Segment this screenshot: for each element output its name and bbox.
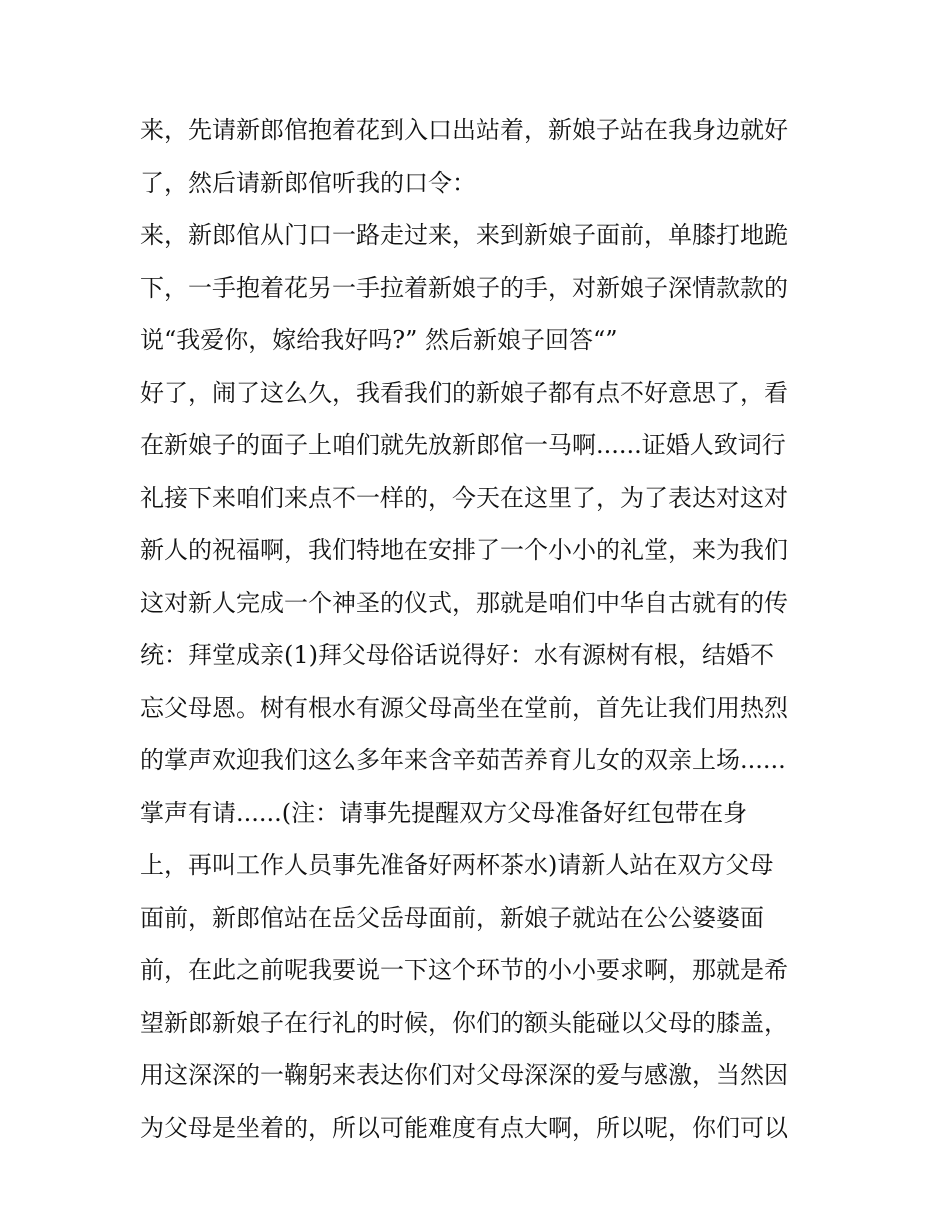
text-line-8: 礼接下来咱们来点不一样的，今天在这里了，为了表达对这对 bbox=[140, 483, 788, 512]
text-line-13: 的掌声欢迎我们这么多年来含辛茹苦养育儿女的双亲上场...... bbox=[140, 746, 786, 774]
text-line-16: 面前，新郎倌站在岳父岳母面前，新娘子就站在公公婆婆面 bbox=[140, 903, 764, 932]
body-text bbox=[140, 104, 830, 1154]
text-line-19: 用这深深的一鞠躬来表达你们对父母深深的爱与感激，当然因 bbox=[140, 1061, 788, 1089]
text-line-14: 掌声有请......(注：请事先提醒双方父母准备好红包带在身 bbox=[140, 798, 748, 827]
text-line-7: 在新娘子的面子上咱们就先放新郎倌一马啊......证婚人致词行 bbox=[140, 431, 786, 459]
text-line-15: 上，再叫工作人员事先准备好两杯茶水)请新人站在双方父母 bbox=[140, 851, 774, 879]
text-line-6: 好了，闹了这么久，我看我们的新娘子都有点不好意思了，看 bbox=[140, 378, 788, 407]
text-line-10: 这对新人完成一个神圣的仪式，那就是咱们中华自古就有的传 bbox=[140, 588, 788, 617]
text-line-4: 下，一手抱着花另一手拉着新娘子的手，对新娘子深情款款的 bbox=[140, 273, 788, 302]
text-line-18: 望新郎新娘子在行礼的时候，你们的额头能碰以父母的膝盖， bbox=[140, 1008, 788, 1037]
text-line-5: 说“我爱你，嫁给我好吗?” 然后新娘子回答“” bbox=[140, 326, 618, 354]
text-line-3: 来，新郎倌从门口一路走过来，来到新娘子面前，单膝打地跪 bbox=[140, 221, 788, 249]
text-line-2: 了，然后请新郎倌听我的口令： bbox=[140, 168, 476, 197]
text-line-1: 来，先请新郎倌抱着花到入口出站着，新娘子站在我身边就好 bbox=[140, 116, 788, 144]
text-line-11: 统：拜堂成亲(1)拜父母俗话说得好：水有源树有根，结婚不 bbox=[140, 641, 774, 669]
text-line-20: 为父母是坐着的，所以可能难度有点大啊，所以呢，你们可以 bbox=[140, 1113, 788, 1142]
text-line-12: 忘父母恩。树有根水有源父母高坐在堂前，首先让我们用热烈 bbox=[140, 693, 788, 722]
text-line-17: 前，在此之前呢我要说一下这个环节的小小要求啊，那就是希 bbox=[140, 956, 788, 984]
text-line-9: 新人的祝福啊，我们特地在安排了一个小小的礼堂，来为我们 bbox=[140, 536, 788, 564]
